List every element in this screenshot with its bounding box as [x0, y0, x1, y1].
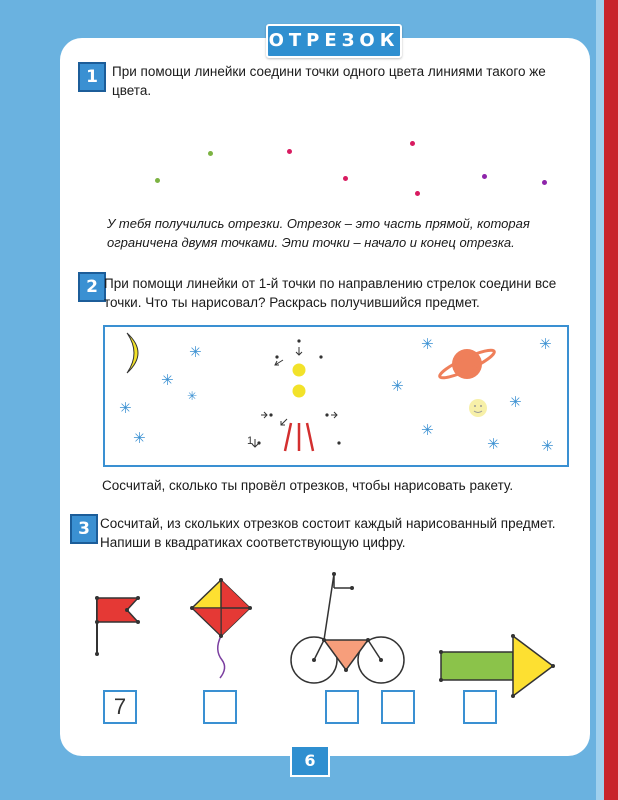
answer-box-kite[interactable] [203, 690, 237, 724]
rocket-point [297, 339, 300, 342]
red-dot[interactable] [343, 176, 348, 181]
rocket-porthole-bottom [293, 385, 306, 398]
rocket-point [269, 413, 272, 416]
task-2-instruction: При помощи линейки от 1-й точки по направлению стрелок соедини все точки. Что ты нарисовал? Раскрась получившийся предмет. [104, 276, 557, 310]
task-1-instruction: При помощи линейки соедини точки одного цвета линиями такого же цвета. [112, 64, 546, 98]
answer-box-arrow[interactable] [463, 690, 497, 724]
rocket-point [325, 413, 328, 416]
page-title: ОТРЕЗОК [266, 24, 402, 58]
kite-figure [190, 578, 252, 678]
moon-icon [127, 333, 138, 373]
star-icon: ✳ [189, 343, 202, 361]
star-icon: ✳ [391, 377, 404, 395]
space-picture-frame [103, 325, 569, 467]
rocket-start-label: 1 [247, 435, 254, 447]
answer-box-flag[interactable]: 7 [103, 690, 137, 724]
star-icon: ✳ [487, 435, 500, 453]
answer-box-bicycle-right[interactable] [381, 690, 415, 724]
bicycle-figure [291, 572, 404, 683]
rocket-point [337, 441, 340, 444]
green-dot[interactable] [155, 178, 160, 183]
star-icon: ✳ [161, 371, 174, 389]
purple-dot[interactable] [542, 180, 547, 185]
red-dot[interactable] [287, 149, 292, 154]
rocket-flame [285, 423, 313, 451]
task-2-number: 2 [78, 272, 106, 302]
rocket-porthole-top [293, 364, 306, 377]
figures-drawing [0, 560, 618, 720]
star-icon: ✳ [539, 335, 552, 353]
arrow-figure [439, 634, 555, 698]
task-3-number: 3 [70, 514, 98, 544]
task-2-caption: Сосчитай, сколько ты провёл отрезков, чтобы нарисовать ракету. [102, 478, 514, 493]
page-number: 6 [290, 745, 330, 777]
star-icon: ✳ [421, 421, 434, 439]
rocket-point [319, 355, 322, 358]
rocket-point [275, 355, 278, 358]
star-icon: ✳ [541, 437, 554, 455]
star-icon: ✳ [119, 399, 132, 417]
flag-figure [95, 596, 140, 656]
star-icon: ✳ [187, 389, 198, 403]
green-dot[interactable] [208, 151, 213, 156]
star-icon: ✳ [509, 393, 522, 411]
answer-box-bicycle-left[interactable] [325, 690, 359, 724]
purple-dot[interactable] [482, 174, 487, 179]
red-dot[interactable] [410, 141, 415, 146]
star-icon: ✳ [133, 429, 146, 447]
smiley-icon [469, 399, 487, 417]
task-3-instruction: Сосчитай, из скольких отрезков состоит каждый нарисованный предмет. Напиши в квадратиках соответствующую цифру. [100, 516, 556, 550]
task-1-number: 1 [78, 62, 106, 92]
star-icon: ✳ [421, 335, 434, 353]
task-1-note: У тебя получились отрезки. Отрезок – это часть прямой, которая ограничена двумя точками. Эти точки – начало и конец отрезка. [107, 216, 530, 250]
red-dot[interactable] [415, 191, 420, 196]
